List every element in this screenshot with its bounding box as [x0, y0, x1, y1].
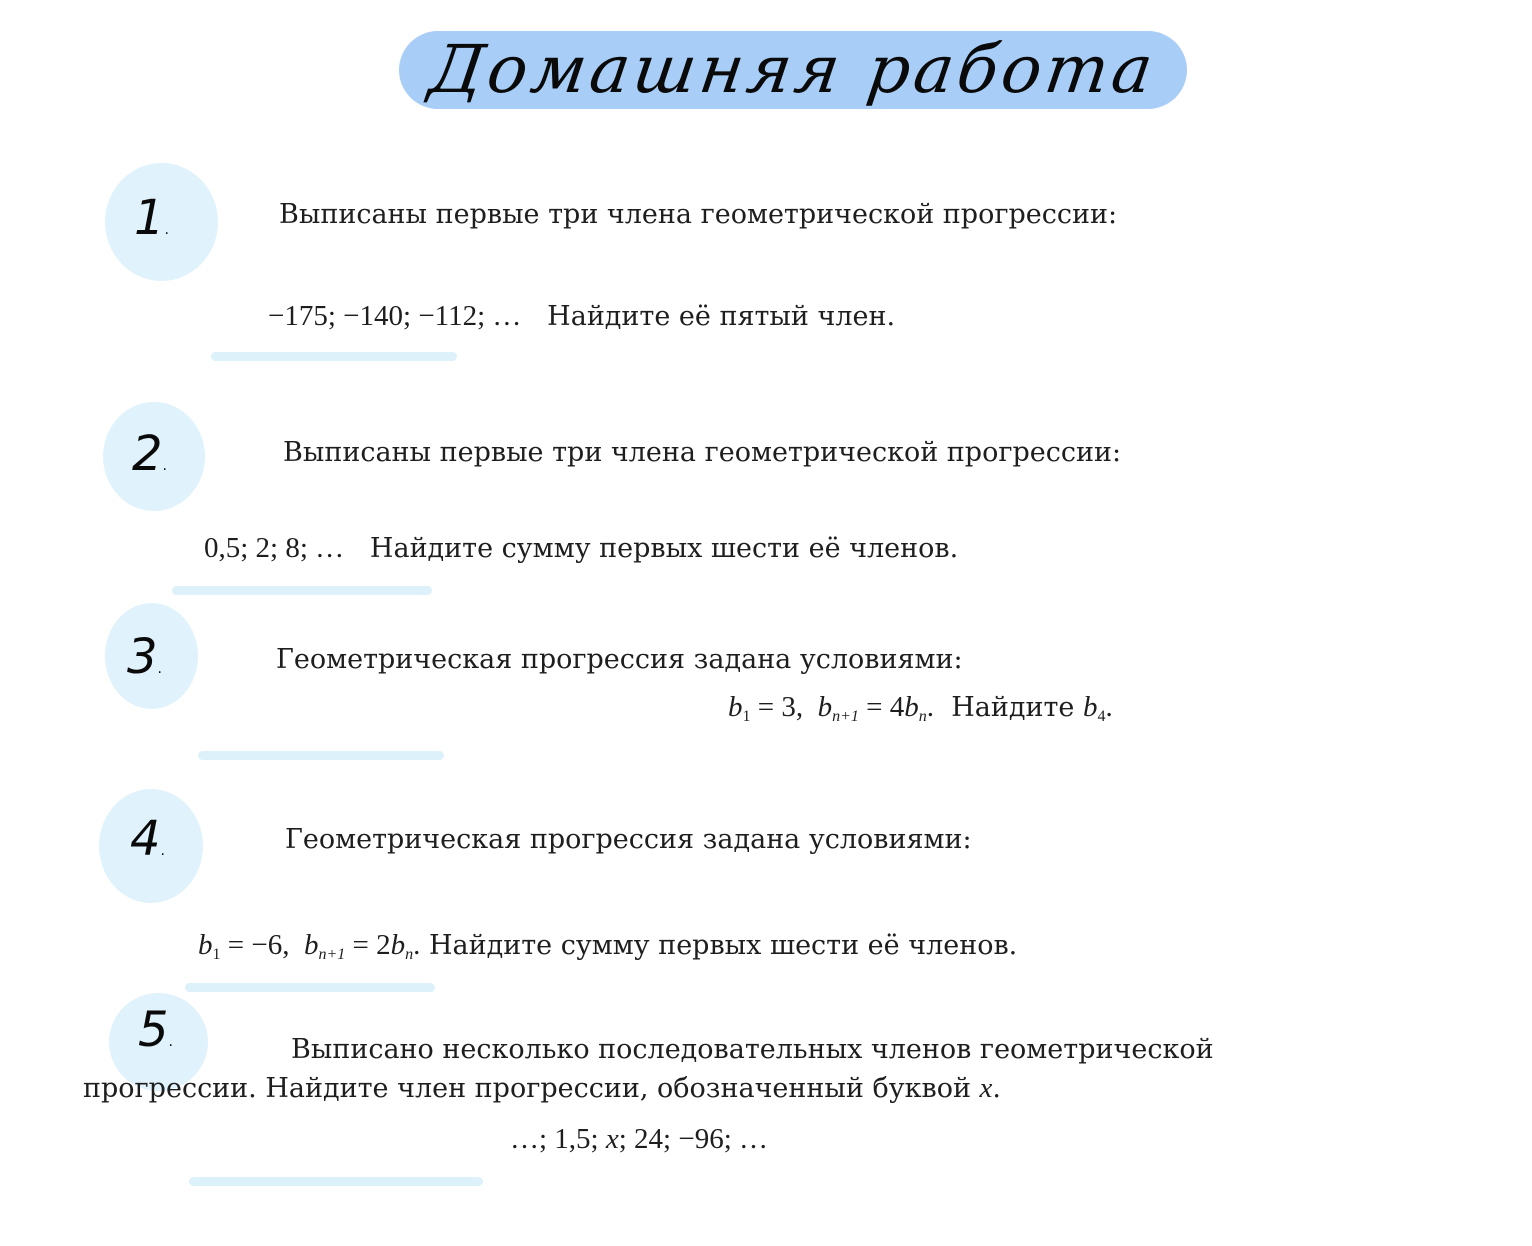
task-sequence: −175; −140; −112; … Найдите её пятый член.	[268, 300, 896, 332]
task-condition: $b_1 = -6$, $b_{n+1} = 2b_n$. Найдите сумму первых шести её членов.	[198, 929, 1018, 963]
task-statement: Геометрическая прогрессия задана условиями:	[285, 824, 972, 855]
task-number: 1.	[134, 190, 169, 246]
task-number: 4.	[130, 811, 165, 867]
task-sequence: …; 1,5; x; 24; −96; …	[510, 1123, 769, 1155]
task-sequence: 0,5; 2; 8; … Найдите сумму первых шести её членов.	[204, 532, 959, 564]
task-statement: Геометрическая прогрессия задана условиями:	[276, 644, 963, 675]
task-number: 3.	[127, 629, 162, 685]
task-condition: $b_1 = 3$, $b_{n+1} = 4b_n$. Найдите $b_4$.	[728, 691, 1113, 725]
answer-underline	[211, 352, 457, 361]
answer-underline	[189, 1177, 483, 1186]
answer-underline	[172, 586, 432, 595]
task-number: 5.	[138, 1002, 173, 1058]
task-number: 2.	[132, 426, 167, 482]
answer-underline	[185, 983, 435, 992]
page-title: Домашняя работа	[424, 31, 1162, 108]
task-statement: Выписаны первые три члена геометрической прогрессии:	[283, 437, 1122, 468]
task-statement-continued: прогрессии. Найдите член прогрессии, обозначенный буквой x.	[83, 1072, 1002, 1104]
task-statement: Выписаны первые три члена геометрической прогрессии:	[279, 199, 1118, 230]
answer-underline	[198, 751, 444, 760]
task-statement: Выписано несколько последовательных членов геометрической	[291, 1034, 1214, 1065]
